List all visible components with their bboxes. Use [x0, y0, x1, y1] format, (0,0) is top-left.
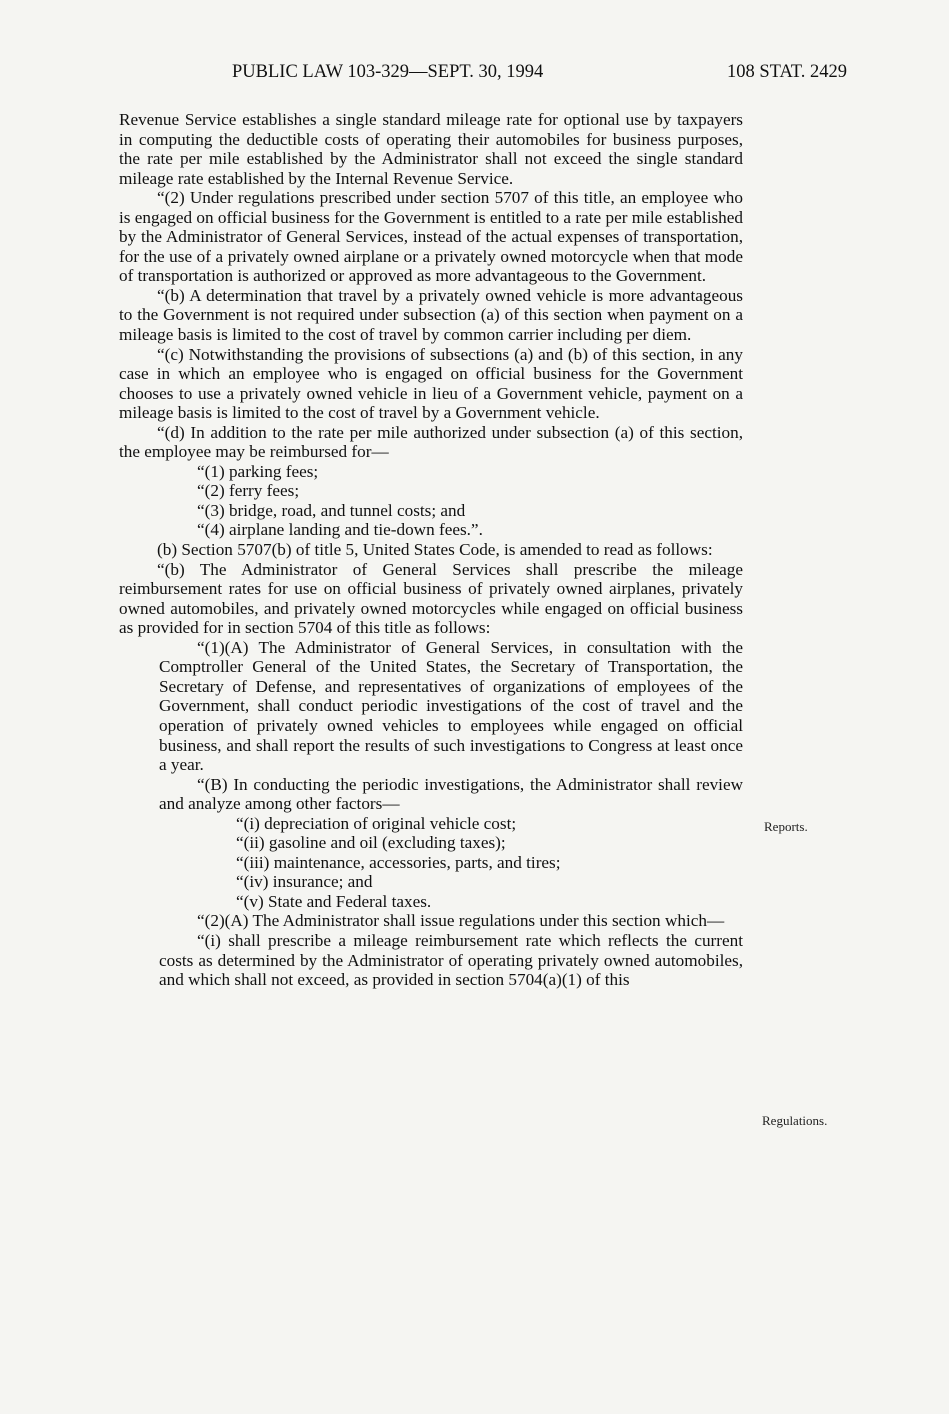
paragraph-d: “(d) In addition to the rate per mile authorized under subsection (a) of this section, the employee may be reimbursed for—	[119, 422, 743, 462]
list-item: “(i) depreciation of original vehicle cost;	[236, 813, 517, 833]
paragraph-2-A: “(2)(A) The Administrator shall issue regulations under this section which—	[197, 911, 725, 931]
list-item: “(ii) gasoline and oil (excluding taxes);	[236, 833, 506, 853]
list-item: “(iii) maintenance, accessories, parts, and tires;	[236, 852, 561, 872]
paragraph-2-A-i: “(i) shall prescribe a mileage reimbursement rate which reflects the current costs as determined by the Administrator of operating privately owned automobiles, and which shall not exceed, as provided in section 5704(a)(1) of this	[159, 930, 743, 990]
section-b-amendment: (b) Section 5707(b) of title 5, United States Code, is amended to read as follows:	[157, 540, 713, 560]
list-item: “(1) parking fees;	[197, 461, 319, 481]
list-item: “(3) bridge, road, and tunnel costs; and	[197, 500, 466, 520]
paragraph-1-B: “(B) In conducting the periodic investigations, the Administrator shall review and analyze among other factors—	[159, 774, 743, 814]
paragraph-1-A: “(1)(A) The Administrator of General Services, in consultation with the Comptroller General of the United States, the Secretary of Transportation, the Secretary of Defense, and representatives of organizations of employees of the Government, shall conduct periodic investigations of the cost of travel and the operation of privately owned vehicles to employees while engaged on official business, and shall report the results of such investigations to Congress at least once a year.	[159, 637, 743, 775]
margin-note-reports: Reports.	[764, 819, 808, 834]
paragraph-c: “(c) Notwithstanding the provisions of subsections (a) and (b) of this section, in any case in which an employee who is engaged on official business for the Government chooses to use a privately owned vehicle in lieu of a Government vehicle, payment on a mileage basis is limited to the cost of travel by a Government vehicle.	[119, 344, 743, 423]
list-item: “(v) State and Federal taxes.	[236, 891, 432, 911]
paragraph-b: “(b) A determination that travel by a privately owned vehicle is more advantageous to the Government is not required under subsection (a) of this section when payment on a mileage basis is limited to the cost of travel by common carrier including per diem.	[119, 285, 743, 345]
running-head	[0, 60, 949, 84]
list-item: “(2) ferry fees;	[197, 481, 300, 501]
stat-reference: 108 STAT. 2429	[727, 62, 847, 82]
list-item: “(iv) insurance; and	[236, 872, 373, 892]
list-item: “(4) airplane landing and tie-down fees.”.	[197, 520, 483, 540]
paragraph-continuation: Revenue Service establishes a single standard mileage rate for optional use by taxpayers in computing the deductible costs of operating their automobiles for business purposes, the rate per mile established by the Administrator shall not exceed the single standard mileage rate established by the Internal Revenue Service.	[119, 110, 743, 188]
law-title: PUBLIC LAW 103-329—SEPT. 30, 1994	[232, 62, 544, 82]
margin-note-regulations: Regulations.	[762, 1113, 828, 1128]
paragraph-a-2: “(2) Under regulations prescribed under section 5707 of this title, an employee who is engaged on official business for the Government is entitled to a rate per mile established by the Administrator of General Services, instead of the actual expenses of transportation, for the use of a privately owned airplane or a privately owned motorcycle when that mode of transportation is authorized or approved as more advantageous to the Government.	[119, 188, 743, 286]
statute-body	[119, 110, 743, 990]
section-5707-b: “(b) The Administrator of General Services shall prescribe the mileage reimbursement rates for use on official business of privately owned airplanes, privately owned automobiles, and privately owned motorcycles while engaged on official business as provided for in section 5704 of this title as follows:	[119, 559, 743, 638]
